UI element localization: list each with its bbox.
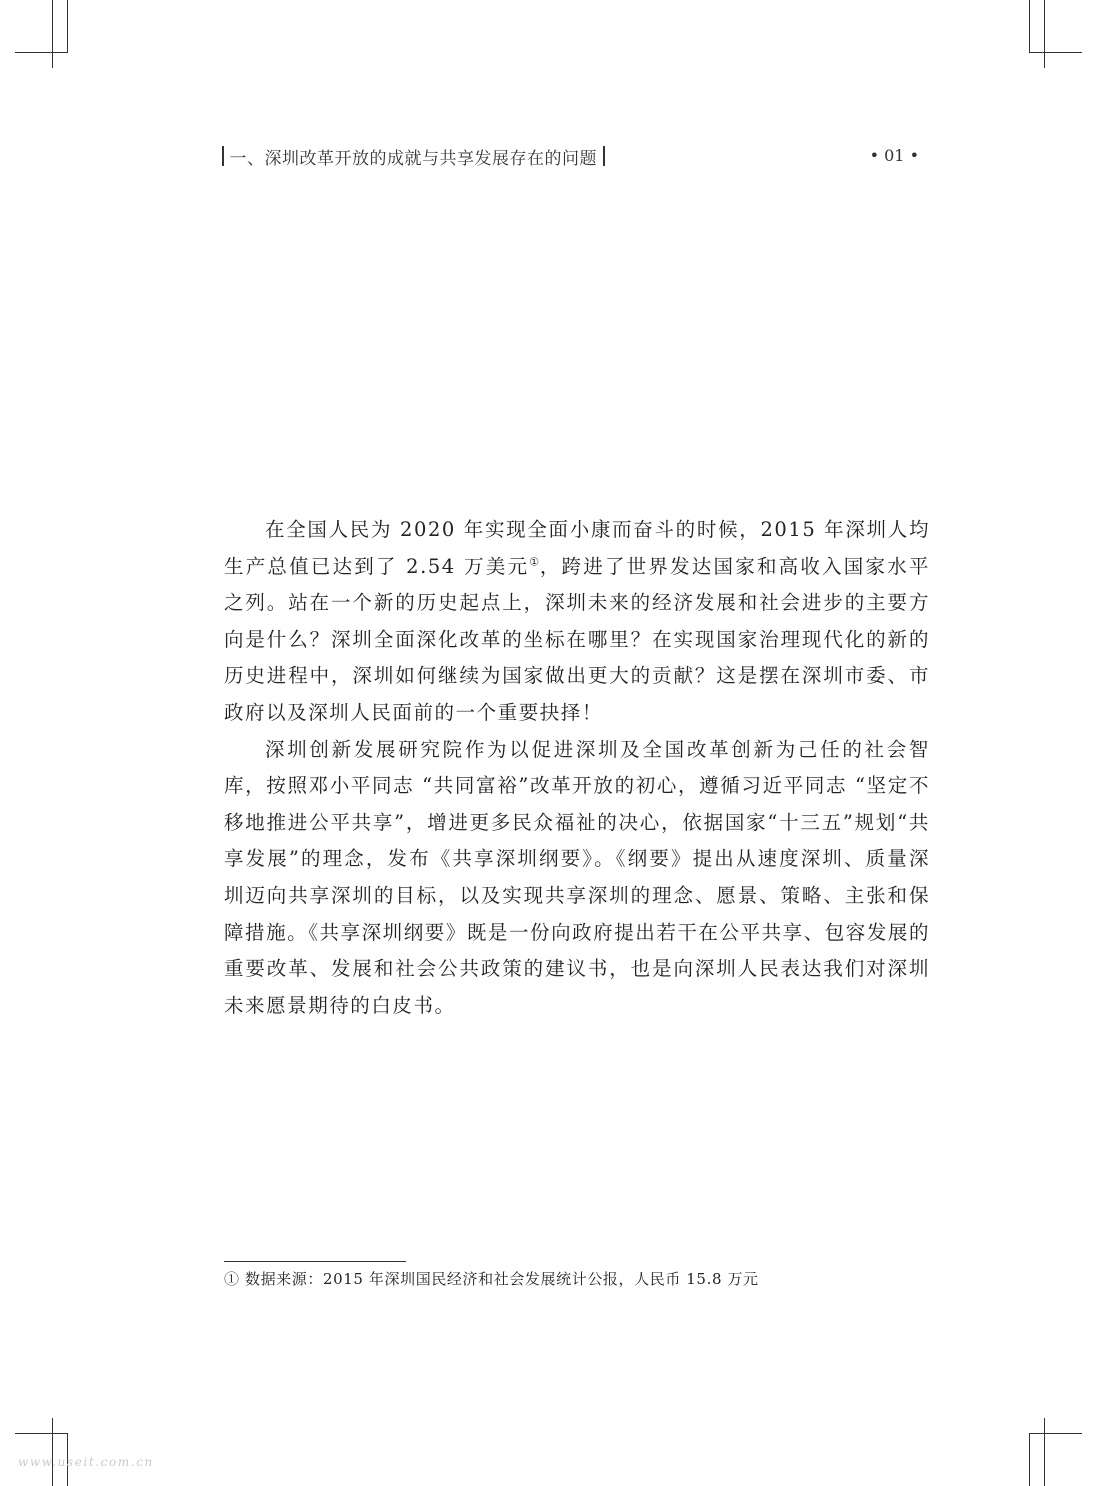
paragraph-1-text-before-note: 在全国人民为 2020 年实现全面小康而奋斗的时候，2015 年深圳人均生产总值已达到了 2.54 万美元 — [224, 518, 930, 578]
crop-mark-bottom-right-vertical-outer — [1044, 1418, 1045, 1486]
footnote-text: 数据来源：2015 年深圳国民经济和社会发展统计公报，人民币 15.8 万元 — [239, 1270, 759, 1288]
running-head-left-bar — [222, 146, 224, 166]
footnote-reference: ① — [529, 555, 540, 569]
crop-mark-bottom-left-vertical-outer — [52, 1418, 53, 1486]
footnote-marker: ① — [224, 1270, 240, 1288]
running-head-title: 一、深圳改革开放的成就与共享发展存在的问题 — [229, 148, 597, 169]
crop-mark-bottom-right-vertical-inner — [1029, 1433, 1030, 1486]
body-text — [224, 512, 930, 1024]
crop-mark-top-left-horizontal — [15, 52, 68, 53]
page-number: • 01 • — [869, 146, 919, 165]
watermark: www.useit.com.cn — [18, 1455, 154, 1469]
running-head — [222, 144, 605, 168]
footnote — [224, 1266, 759, 1292]
paragraph-1-text-after-note: ，跨进了世界发达国家和高收入国家水平之列。站在一个新的历史起点上，深圳未来的经济发展和社会进步的主要方向是什么？深圳全面深化改革的坐标在哪里？在实现国家治理现代化的新的历史进程中，深圳如何继续为国家做出更大的贡献？这是摆在深圳市委、市政府以及深圳人民面前的一个重要抉择！ — [224, 554, 930, 724]
paragraph-2: 深圳创新发展研究院作为以促进深圳及全国改革创新为己任的社会智库，按照邓小平同志 “共同富裕”改革开放的初心，遵循习近平同志 “坚定不移地推进公平共享”，增进更多民众福祉的决心，依据国家“十三五”规划“共享发展”的理念，发布《共享深圳纲要》。《纲要》提出从速度深圳、质量深圳迈向共享深圳的目标，以及实现共享深圳的理念、愿景、策略、主张和保障措施。《共享深圳纲要》既是一份向政府提出若干在公平共享、包容发展的重要改革、发展和社会公共政策的建议书，也是向深圳人民表达我们对深圳未来愿景期待的白皮书。 — [224, 737, 930, 1017]
running-head-right-bar — [603, 146, 605, 166]
crop-mark-bottom-right-horizontal — [1029, 1433, 1082, 1434]
crop-mark-top-right-horizontal — [1029, 52, 1082, 53]
crop-mark-bottom-left-horizontal — [15, 1433, 68, 1434]
crop-mark-top-left-vertical-inner — [67, 0, 68, 52]
crop-mark-top-right-vertical-inner — [1029, 0, 1030, 52]
crop-mark-top-right-vertical-outer — [1044, 0, 1045, 68]
paragraph-1 — [224, 512, 930, 732]
footnote-rule — [224, 1261, 406, 1262]
crop-mark-top-left-vertical-outer — [52, 0, 53, 68]
